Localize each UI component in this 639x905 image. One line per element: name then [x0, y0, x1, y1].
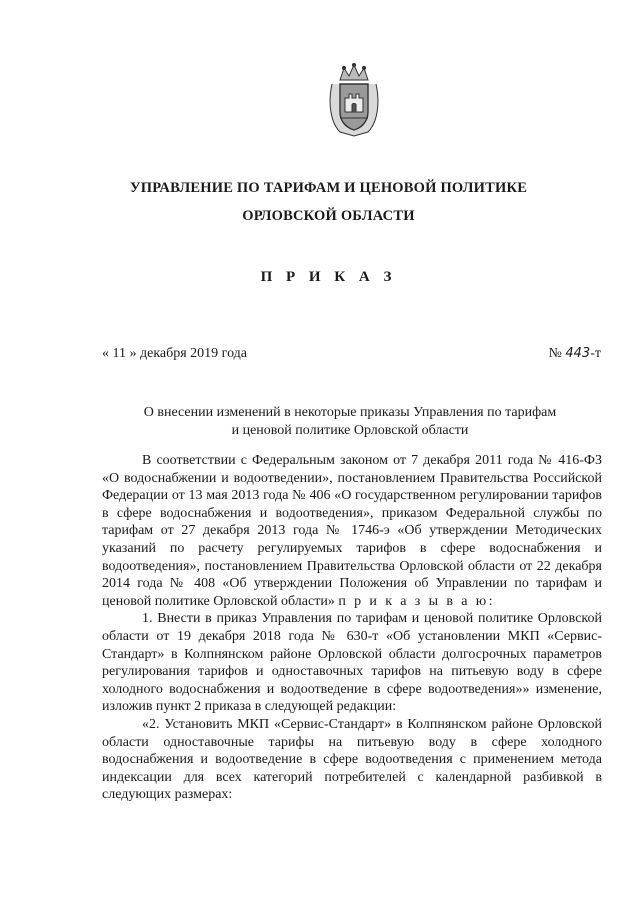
subject-line1: О внесении изменений в некоторые приказы Управления по тарифам [143, 405, 557, 420]
number-prefix: № [548, 346, 562, 361]
number-suffix: -т [590, 346, 601, 361]
subject-line2: и ценовой политике Орловской области [231, 423, 469, 438]
agency-name-line2: ОРЛОВСКОЙ ОБЛАСТИ [242, 208, 415, 224]
order-number [549, 346, 601, 362]
order-subject [90, 404, 610, 440]
document-type-title: П Р И К А З [260, 269, 397, 285]
orders-word: п р и к а з ы в а ю: [338, 593, 495, 609]
order-body [102, 452, 602, 804]
clause-1-paragraph: 1. Внести в приказ Управления по тарифам и ценовой политике Орловской области от 19 декабря 2018 года № 630-т «Об установлении МКП «Сервис-Стандарт» в Колпнянском районе Орловской области долгосрочных параметров регулирования тарифов и одноставочных тарифов на питьевую воду в сфере холодного водоснабжения и водоотведение в сфере водоотведения»» изменение, изложив пункт 2 приказа в следующей редакции: [102, 611, 602, 715]
preamble-text: В соответствии с Федеральным законом от 7 декабря 2011 года № 416-ФЗ «О водоснабжении и водоотведении», постановлением Правительства Российской Федерации от 13 мая 2013 года № 406 «О государственном регулировании тарифов в сфере водоснабжения и водоотведения», приказом Федеральной службы по тарифам от 27 декабря 2013 года № 1746-э «Об утверждении Методических указаний по расчету регулируемых тарифов в сфере водоснабжения и водоотведения», постановлением Правительства Орловской области от 22 декабря 2014 года № 408 «Об утверждении Положения об Управлении по тарифам и ценовой политике Орловской области» [102, 453, 602, 609]
order-date: « 11 » декабря 2019 года [102, 346, 248, 361]
preamble-paragraph [102, 452, 602, 610]
agency-name-line1: УПРАВЛЕНИЕ ПО ТАРИФАМ И ЦЕНОВОЙ ПОЛИТИКЕ [129, 180, 528, 196]
clause-2-paragraph: «2. Установить МКП «Сервис-Стандарт» в Колпнянском районе Орловской области одноставочные тарифы на питьевую воду в сфере холодного водоснабжения и водоотведение в сфере водоотведения с применением метода индексации для всех категорий потребителей с календарной разбивкой в следующих размерах: [102, 716, 602, 803]
handwritten-number: 443 [565, 346, 591, 361]
coat-of-arms-icon [326, 62, 382, 138]
